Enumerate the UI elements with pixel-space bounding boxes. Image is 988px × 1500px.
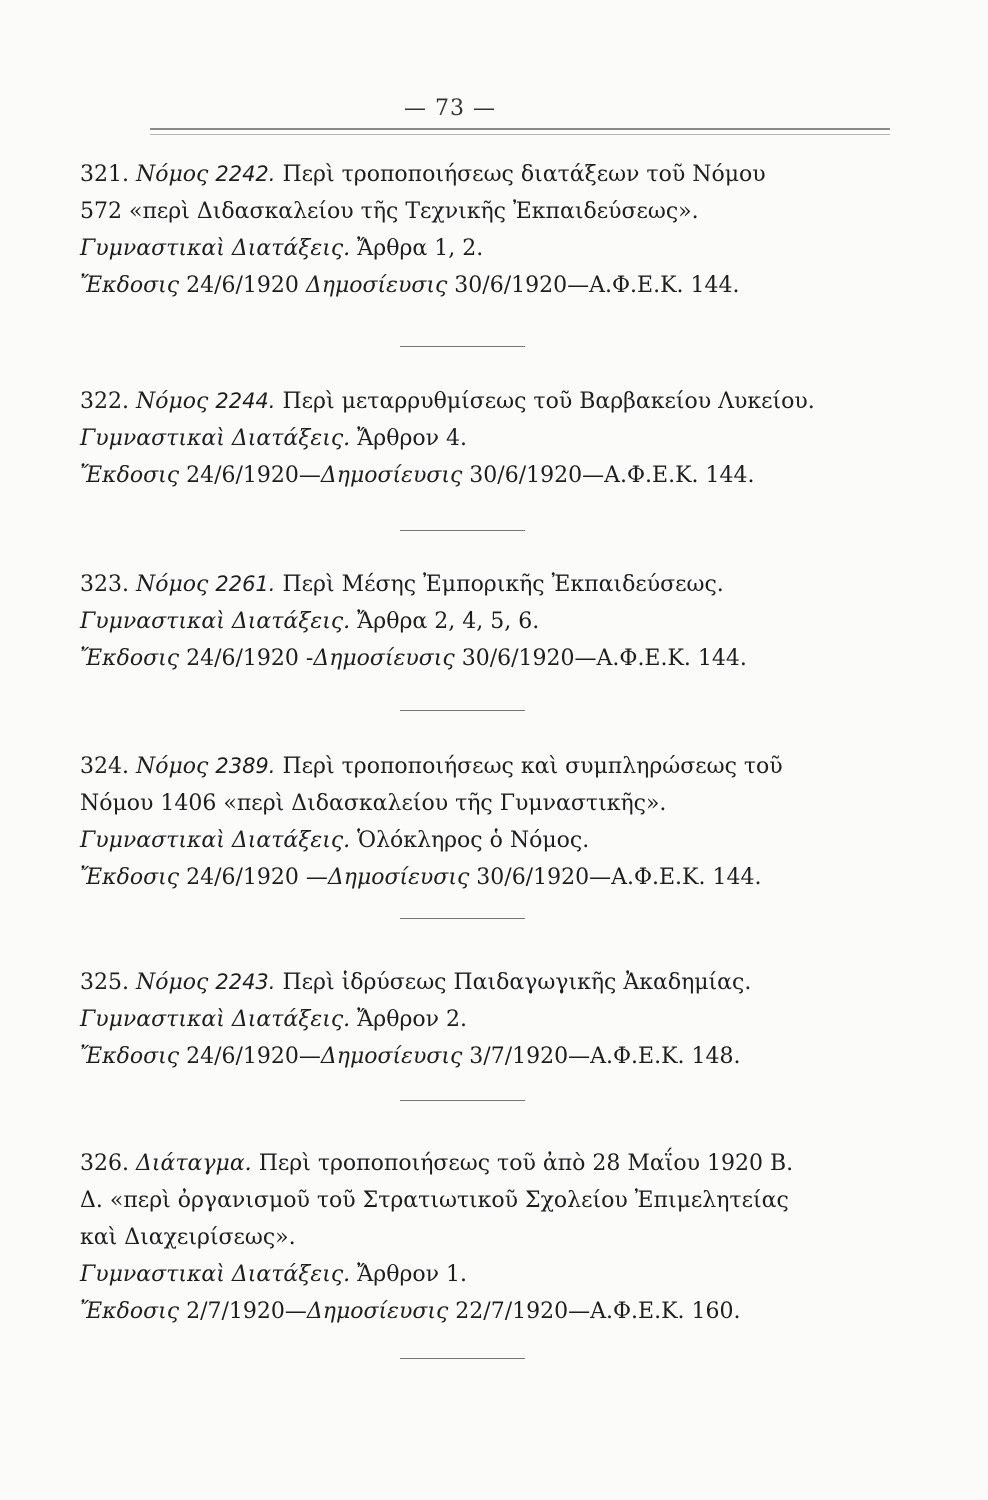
publication-label: Δημοσίευσις	[306, 1299, 449, 1324]
publication-date: 30/6/1920—Α.Φ.Ε.Κ. 144.	[461, 646, 747, 671]
publication-label: Δημοσίευσις	[313, 646, 455, 671]
entry-separator	[400, 918, 525, 919]
issue-label: Ἔκδοσις	[80, 273, 180, 298]
gym-provisions-label: Γυμναστικαὶ Διατάξεις.	[80, 426, 351, 451]
entry-kind: Νόμος	[135, 162, 209, 187]
entry-subject-continued: Δ. «περὶ ὀργανισμοῦ τοῦ Στρατιωτικοῦ Σχολείου Ἐπιμελητείας	[80, 1188, 789, 1213]
law-entry-322	[80, 383, 900, 494]
entry-subject-continued: Νόμου 1406 «περὶ Διδασκαλείου τῆς Γυμναστικῆς».	[80, 791, 667, 816]
issue-date: 24/6/1920 —	[186, 865, 328, 890]
entry-separator	[400, 1358, 525, 1359]
law-entry-324	[80, 748, 900, 896]
articles: Ἄρθρα 2, 4, 5, 6.	[357, 609, 540, 634]
entry-separator	[400, 530, 525, 531]
entry-subject-continued: 572 «περὶ Διδασκαλείου τῆς Τεχνικῆς Ἐκπαιδεύσεως».	[80, 199, 699, 224]
entry-separator	[400, 1100, 525, 1101]
page-number: — 73 —	[404, 96, 496, 121]
publication-date: 30/6/1920—Α.Φ.Ε.Κ. 144.	[454, 273, 740, 298]
gym-provisions-label: Γυμναστικαὶ Διατάξεις.	[80, 236, 351, 261]
issue-date: 24/6/1920	[186, 273, 299, 298]
entry-kind: Νόμος	[135, 754, 209, 779]
header-rule-secondary	[150, 134, 890, 135]
gym-provisions-label: Γυμναστικαὶ Διατάξεις.	[80, 828, 351, 853]
gym-provisions-label: Γυμναστικαὶ Διατάξεις.	[80, 1007, 351, 1032]
entry-separator	[400, 346, 525, 347]
issue-date: 2/7/1920—	[186, 1299, 307, 1324]
law-number: 2261.	[215, 572, 276, 596]
gym-provisions-label: Γυμναστικαὶ Διατάξεις.	[80, 609, 351, 634]
law-number: 2389.	[215, 754, 276, 778]
header-rule	[150, 128, 890, 130]
publication-date: 22/7/1920—Α.Φ.Ε.Κ. 160.	[455, 1299, 741, 1324]
articles: Ὁλόκληρος ὁ Νόμος.	[357, 828, 590, 853]
law-number: 2242.	[215, 162, 276, 186]
issue-label: Ἔκδοσις	[80, 463, 180, 488]
publication-label: Δημοσίευσις	[305, 273, 448, 298]
issue-label: Ἔκδοσις	[80, 646, 180, 671]
gym-provisions-label: Γυμναστικαὶ Διατάξεις.	[80, 1262, 351, 1287]
publication-label: Δημοσίευσις	[327, 865, 470, 890]
entry-separator	[400, 710, 525, 711]
entry-number: 325.	[80, 970, 129, 995]
entry-kind: Νόμος	[135, 970, 209, 995]
entry-kind: Νόμος	[135, 572, 209, 597]
entry-subject-continued: καὶ Διαχειρίσεως».	[80, 1225, 296, 1250]
entry-number: 326.	[80, 1151, 129, 1176]
entry-number: 324.	[80, 754, 129, 779]
issue-date: 24/6/1920—	[186, 1044, 321, 1069]
entry-kind: Νόμος	[135, 389, 209, 414]
entry-subject: Περὶ τροποποιήσεως τοῦ ἀπὸ 28 Μαΐου 1920 Β.	[258, 1151, 794, 1176]
publication-date: 30/6/1920—Α.Φ.Ε.Κ. 144.	[476, 865, 762, 890]
law-entry-323	[80, 566, 900, 677]
law-entry-321	[80, 156, 900, 304]
entry-title-line	[80, 156, 900, 193]
entry-subject: Περὶ τροποποιήσεως διατάξεων τοῦ Νόμου	[282, 162, 766, 187]
law-number: 2243.	[215, 970, 276, 994]
law-entry-325	[80, 964, 900, 1075]
entry-subject: Περὶ Μέσης Ἐμπορικῆς Ἐκπαιδεύσεως.	[282, 572, 724, 597]
publication-label: Δημοσίευσις	[320, 463, 463, 488]
entry-subject: Περὶ μεταρρυθμίσεως τοῦ Βαρβακείου Λυκείου.	[282, 389, 815, 414]
publication-date: 30/6/1920—Α.Φ.Ε.Κ. 144.	[469, 463, 755, 488]
entry-number: 323.	[80, 572, 129, 597]
publication-date: 3/7/1920—Α.Φ.Ε.Κ. 148.	[469, 1044, 741, 1069]
articles: Ἄρθρον 4.	[357, 426, 468, 451]
issue-label: Ἔκδοσις	[80, 1299, 180, 1324]
articles: Ἄρθρον 1.	[357, 1262, 468, 1287]
entry-kind: Διάταγμα.	[135, 1151, 252, 1176]
issue-date: 24/6/1920 -	[186, 646, 314, 671]
issue-date: 24/6/1920—	[186, 463, 321, 488]
articles: Ἄρθρον 2.	[357, 1007, 468, 1032]
issue-label: Ἔκδοσις	[80, 865, 180, 890]
entry-subject: Περὶ ἱδρύσεως Παιδαγωγικῆς Ἀκαδημίας.	[282, 970, 752, 995]
articles: Ἄρθρα 1, 2.	[357, 236, 484, 261]
law-number: 2244.	[215, 389, 276, 413]
decree-entry-326	[80, 1145, 900, 1330]
issue-label: Ἔκδοσις	[80, 1044, 180, 1069]
publication-label: Δημοσίευσις	[320, 1044, 463, 1069]
entry-number: 321.	[80, 162, 129, 187]
entry-subject: Περὶ τροποποιήσεως καὶ συμπληρώσεως τοῦ	[282, 754, 783, 779]
entry-number: 322.	[80, 389, 129, 414]
